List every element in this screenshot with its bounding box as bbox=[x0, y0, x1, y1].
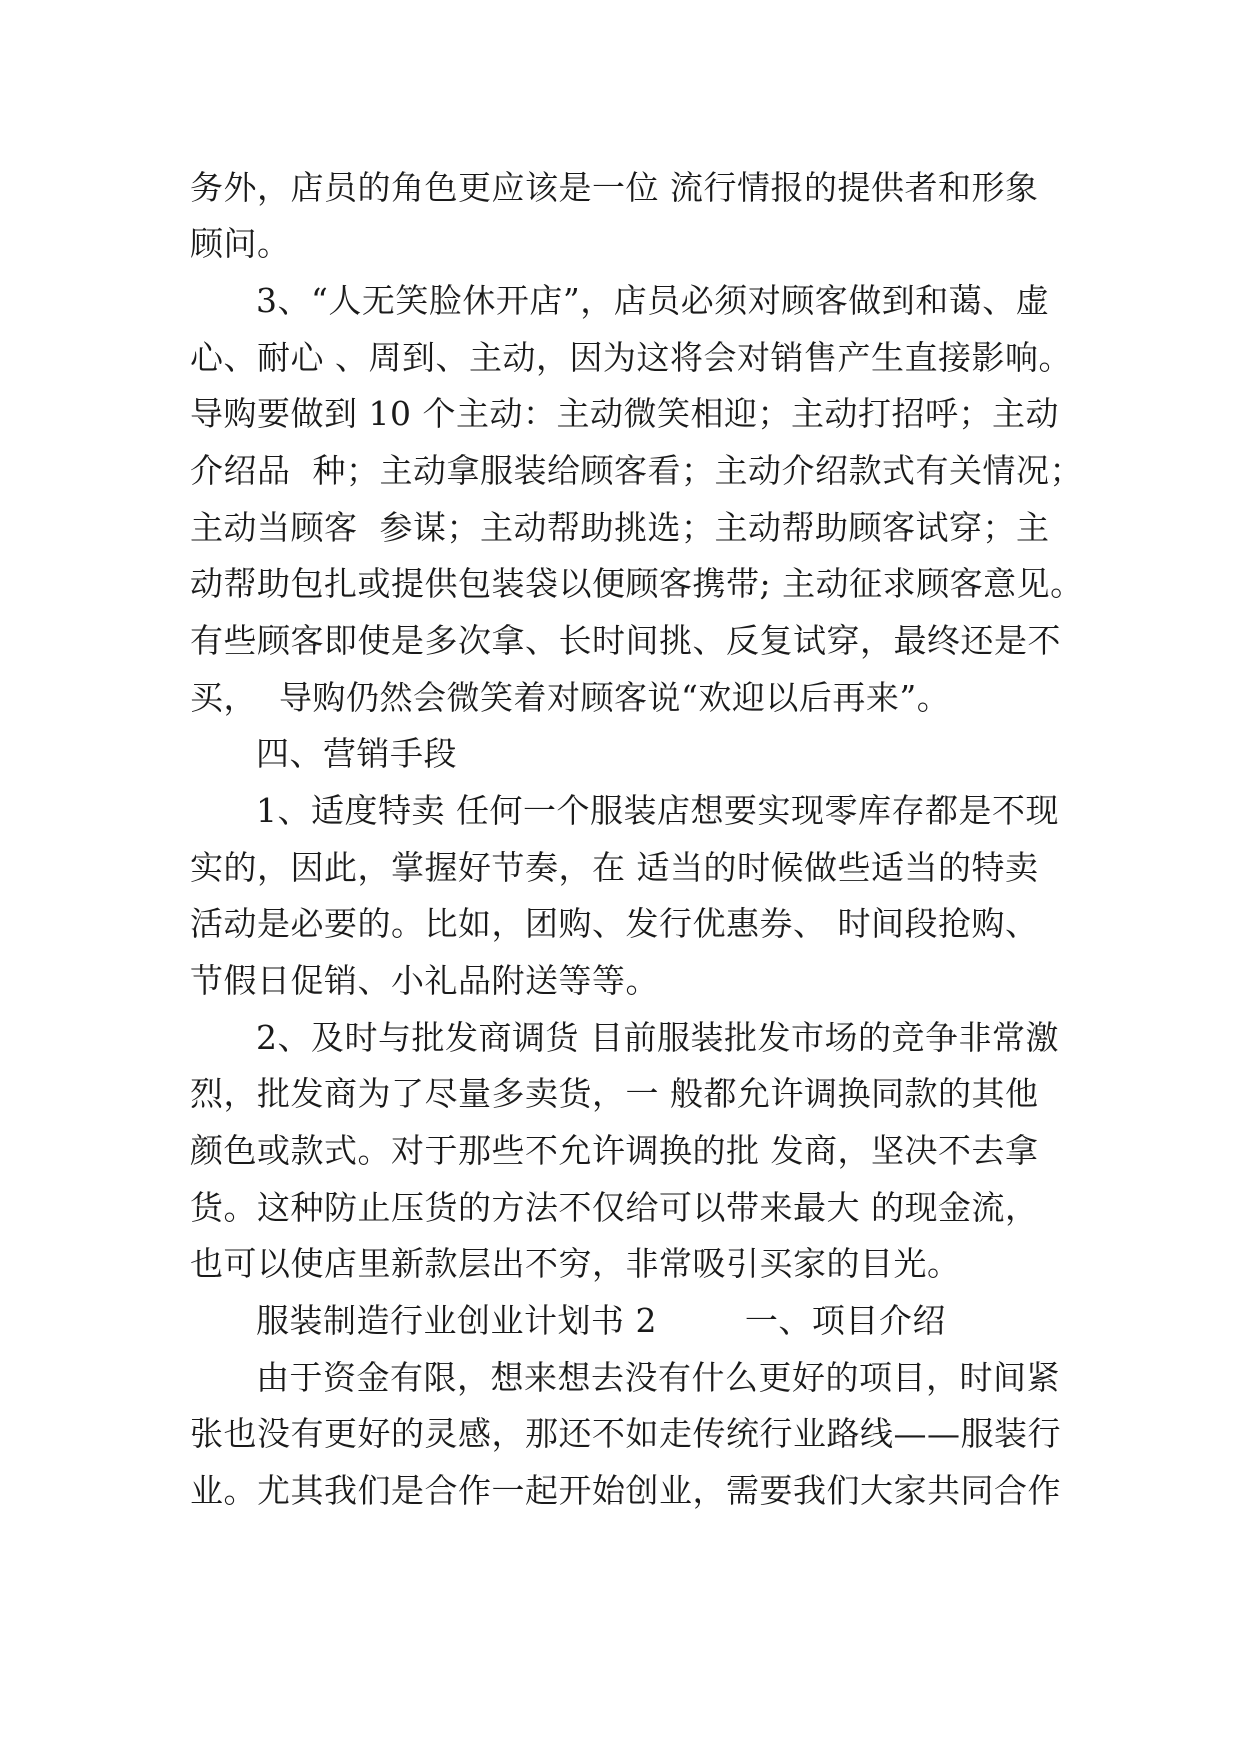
text-line-9: 有些顾客即使是多次拿、长时间挑、反复试穿，最终还是不 bbox=[190, 621, 1061, 660]
text-line-20: 也可以使店里新款层出不穷，非常吸引买家的目光。 bbox=[190, 1244, 961, 1283]
text-line-24: 业。尤其我们是合作一起开始创业，需要我们大家共同合作 bbox=[190, 1471, 1061, 1510]
text-line-2: 顾问。 bbox=[190, 224, 291, 263]
text-line-16: 2、及时与批发商调货 目前服装批发市场的竞争非常激 bbox=[256, 1018, 1059, 1057]
text-line-23: 张也没有更好的灵感，那还不如走传统行业路线——服装行 bbox=[190, 1414, 1061, 1453]
text-line-4: 心、耐心 、周到、主动，因为这将会对销售产生直接影响。 bbox=[190, 338, 1072, 377]
text-line-18: 颜色或款式。对于那些不允许调换的批 发商，坚决不去拿 bbox=[190, 1131, 1039, 1170]
text-line-19: 货。这种防止压货的方法不仅给可以带来最大 的现金流， bbox=[190, 1188, 1039, 1227]
text-line-3: 3、“人无笑脸休开店”，店员必须对顾客做到和蔼、虚 bbox=[256, 281, 1050, 320]
text-line-10: 买， 导购仍然会微笑着对顾客说“欢迎以后再来”。 bbox=[190, 678, 951, 717]
text-line-12: 1、适度特卖 任何一个服装店想要实现零库存都是不现 bbox=[256, 791, 1059, 830]
text-line-7: 主动当顾客 参谋；主动帮助挑选；主动帮助顾客试穿；主 bbox=[190, 508, 1050, 547]
text-line-14: 活动是必要的。比如，团购、发行优惠券、 时间段抢购、 bbox=[190, 904, 1039, 943]
text-line-15: 节假日促销、小礼品附送等等。 bbox=[190, 961, 659, 1000]
text-line-5: 导购要做到 10 个主动：主动微笑相迎；主动打招呼；主动 bbox=[190, 394, 1059, 433]
text-line-1: 务外，店员的角色更应该是一位 流行情报的提供者和形象 bbox=[190, 168, 1039, 207]
text-line-17: 烈，批发商为了尽量多卖货，一 般都允许调换同款的其他 bbox=[190, 1074, 1039, 1113]
text-line-8: 动帮助包扎或提供包装袋以便顾客携带; 主动征求顾客意见。 bbox=[190, 564, 1084, 603]
section-heading-plan-2: 服装制造行业创业计划书 2 一、项目介绍 bbox=[256, 1301, 946, 1340]
section-heading-marketing: 四、营销手段 bbox=[256, 734, 457, 773]
text-line-22: 由于资金有限，想来想去没有什么更好的项目，时间紧 bbox=[256, 1358, 1060, 1397]
text-line-6: 介绍品 种；主动拿服装给顾客看；主动介绍款式有关情况； bbox=[190, 451, 1083, 490]
text-line-13: 实的，因此，掌握好节奏，在 适当的时候做些适当的特卖 bbox=[190, 848, 1039, 887]
